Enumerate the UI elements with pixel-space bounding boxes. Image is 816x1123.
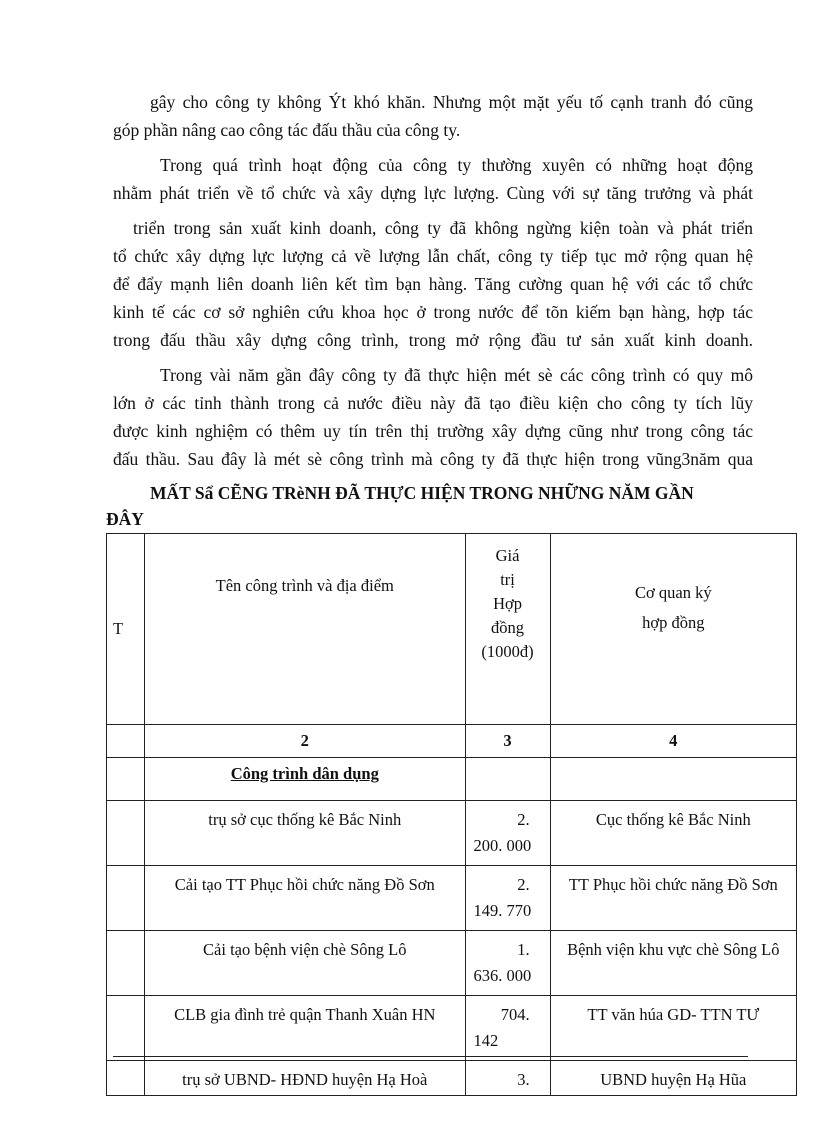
text-line: lớn ở các tỉnh thành trong cả nước điều này đã tạo điều kiện cho công ty tích lũy — [113, 393, 753, 413]
project-name: trụ sở cục thống kê Bắc Ninh — [145, 801, 465, 866]
footer-rule — [113, 1060, 748, 1061]
contracting-agency: TT văn húa GD- TTN TƯ — [550, 996, 796, 1061]
project-name: Cải tạo TT Phục hồi chức năng Đồ Sơn — [145, 866, 465, 931]
table-row — [107, 801, 797, 866]
text-line: trong đấu thầu xây dựng công trình, trong mở rộng đầu tư sản xuất kinh doanh. — [113, 330, 753, 350]
paragraph-3 — [113, 361, 753, 473]
text-line: kinh tế các cơ sở nghiên cứu khoa học ở trong nước để tõn kiếm bạn hàng, hợp tác — [113, 302, 753, 322]
header-contract-value: Giá trị Hợp đồng (1000đ) — [465, 534, 550, 725]
column-number: 3 — [465, 725, 550, 758]
table-row — [107, 996, 797, 1061]
contract-value: 3. — [465, 1061, 550, 1096]
footer-rule — [113, 1056, 748, 1057]
text-line: gây cho công ty không Ýt khó khăn. Nhưng một mặt yếu tố cạnh tranh đó cũng — [150, 92, 753, 112]
paragraph-1 — [113, 88, 753, 144]
text-line: góp phần nâng cao công tác đấu thầu của công ty. — [113, 120, 461, 140]
project-name: CLB gia đình trẻ quận Thanh Xuân HN — [145, 996, 465, 1061]
table-heading — [106, 480, 746, 532]
projects-table — [106, 533, 797, 1096]
table-header-row — [107, 534, 797, 725]
column-number: 2 — [145, 725, 465, 758]
contracting-agency: Cục thống kê Bắc Ninh — [550, 801, 796, 866]
contract-value: 704. 142 — [465, 996, 550, 1061]
text-line: tổ chức xây dựng lực lượng cả về lượng lẫn chất, công ty tiếp tục mở rộng quan hệ — [113, 246, 753, 266]
header-index: T — [107, 534, 145, 725]
table-row — [107, 931, 797, 996]
contract-value: 1. 636. 000 — [465, 931, 550, 996]
project-name: Cải tạo bệnh viện chè Sông Lô — [145, 931, 465, 996]
heading-line-2: ĐÂY — [106, 509, 144, 529]
table-row — [107, 866, 797, 931]
section-title: Công trình dân dụng — [145, 758, 465, 801]
section-row — [107, 758, 797, 801]
text-line: đấu thầu. Sau đây là mét sè công trình mà công ty đã thực hiện trong vũng3năm qua — [113, 449, 753, 469]
text-line: nhằm phát triển về tổ chức và xây dựng lực lượng. Cùng với sự tăng trưởng và phát — [113, 183, 753, 203]
header-agency: Cơ quan ký hợp đồng — [550, 534, 796, 725]
contracting-agency: UBND huyện Hạ Hũa — [550, 1061, 796, 1096]
text-line: Trong vài năm gần đây công ty đã thực hiện mét sè các công trình có quy mô — [160, 365, 753, 385]
column-number — [107, 725, 145, 758]
contract-value: 2. 149. 770 — [465, 866, 550, 931]
text-line: để đẩy mạnh liên doanh liên kết tìm bạn hàng. Tăng cường quan hệ với các tổ chức — [113, 274, 753, 294]
column-number-row — [107, 725, 797, 758]
column-number: 4 — [550, 725, 796, 758]
text-line: Trong quá trình hoạt động của công ty thường xuyên có những hoạt động — [160, 155, 753, 175]
table-row — [107, 1061, 797, 1096]
text-line: triển trong sản xuất kinh doanh, công ty đã không ngừng kiện toàn và phát triển — [133, 218, 753, 238]
text-line: được kinh nghiệm có thêm uy tín trên thị trường xây dựng cũng như trong công tác — [113, 421, 753, 441]
contracting-agency: Bệnh viện khu vực chè Sông Lô — [550, 931, 796, 996]
paragraph-2 — [113, 151, 753, 354]
heading-line-1: MẤT Sẩ CẼNG TRèNH ĐÃ THỰC HIỆN TRONG NHỮNG NĂM GẦN — [150, 483, 694, 503]
header-project-name: Tên công trình và địa điểm — [145, 534, 465, 725]
contract-value: 2. 200. 000 — [465, 801, 550, 866]
contracting-agency: TT Phục hồi chức năng Đồ Sơn — [550, 866, 796, 931]
project-name: trụ sở UBND- HĐND huyện Hạ Hoà — [145, 1061, 465, 1096]
